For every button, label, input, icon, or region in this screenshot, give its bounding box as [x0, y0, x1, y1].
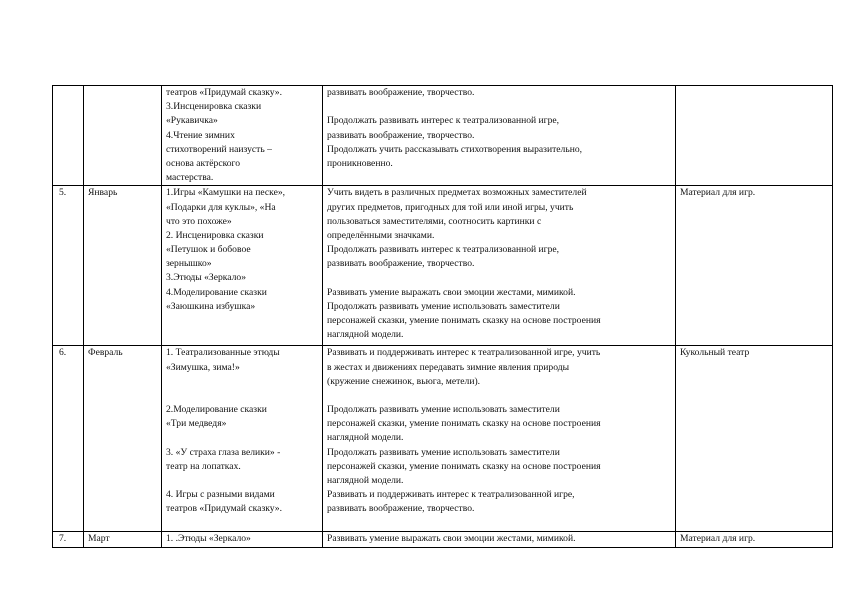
text-line: 3.Инсценировка сказки [166, 101, 262, 113]
plan-table-body [53, 86, 833, 548]
text-line: 3. «У страха глаза велики» - [166, 446, 281, 458]
text-line: «Рукавичка» [166, 115, 218, 127]
text-line: 1. Театрализованные этюды [166, 347, 280, 359]
row-number-cell: 5. [53, 186, 84, 346]
plan-table [52, 85, 833, 548]
content-cell [162, 86, 323, 186]
goals-cell [323, 346, 676, 532]
table-row [53, 532, 833, 547]
text-line: наглядной модели. [327, 432, 404, 444]
goals-cell [323, 86, 676, 186]
text-line: 4.Чтение зимних [166, 129, 235, 141]
content-cell [162, 346, 323, 532]
text-line: «Подарки для куклы», «На [166, 201, 276, 213]
text-line: развивать воображение, творчество. [327, 87, 475, 98]
text-line: персонажей сказки, умение понимать сказку на основе построения [327, 418, 601, 430]
row-number-cell: 7. [53, 532, 84, 547]
text-line: пользоваться заместителями, соотносить картинки с [327, 215, 542, 227]
month-cell: Февраль [84, 346, 162, 532]
text-line: «Петушок и бобовое [166, 244, 251, 256]
table-row [53, 86, 833, 186]
text-line: Продолжать развивать умение использовать заместители [327, 446, 560, 458]
text-line: развивать воображение, творчество. [327, 129, 475, 141]
text-line: Материал для игр. [680, 187, 756, 199]
text-line: театров «Придумай сказку». [166, 503, 282, 515]
table-row [53, 186, 833, 346]
text-line: Материал для игр. [680, 533, 756, 545]
text-line: основа актёрского [166, 157, 241, 169]
text-line: наглядной модели. [327, 475, 404, 486]
blank-line [327, 389, 671, 403]
text-line: Развивать умение выражать свои эмоции жестами, мимикой. [327, 286, 576, 298]
text-line: 1. .Этюды «Зеркало» [166, 533, 251, 545]
text-line: театров «Придумай сказку». [166, 87, 282, 98]
blank-line [166, 375, 318, 389]
blank-line [327, 100, 671, 114]
text-line: «Три медведя» [166, 418, 227, 430]
blank-line [166, 431, 318, 445]
content-cell [162, 532, 323, 547]
materials-cell [676, 86, 833, 186]
text-line: наглядной модели. [327, 329, 404, 341]
text-line: Продолжать учить рассказывать стихотворения выразительно, [327, 143, 583, 155]
text-line: зернышко» [166, 258, 212, 270]
text-line: стихотворений наизусть – [166, 143, 272, 155]
materials-cell [676, 532, 833, 547]
text-line: 4.Моделирование сказки [166, 286, 267, 298]
text-line: Учить видеть в различных предметах возможных заместителей [327, 187, 587, 199]
text-line: что это похоже» [166, 215, 232, 227]
materials-cell [676, 186, 833, 346]
text-line: 2. Инсценировка сказки [166, 229, 264, 241]
month-cell: Март [84, 532, 162, 547]
text-line: Продолжать развивать умение использовать заместители [327, 404, 560, 416]
content-cell [162, 186, 323, 346]
text-line: развивать воображение, творчество. [327, 503, 475, 515]
blank-line [327, 271, 671, 285]
goals-cell [323, 186, 676, 346]
text-line: 4. Игры с разными видами [166, 489, 275, 501]
text-line: Развивать умение выражать свои эмоции жестами, мимикой. [327, 533, 576, 545]
materials-cell [676, 346, 833, 532]
text-line: (кружение снежинок, вьюга, метели). [327, 375, 481, 387]
text-line: 3.Этюды «Зеркало» [166, 272, 247, 284]
text-line: развивать воображение, творчество. [327, 258, 475, 270]
text-line: Продолжать развивать интерес к театрализованной игре, [327, 115, 560, 127]
text-line: определёнными значками. [327, 229, 435, 241]
text-line: Развивать и поддерживать интерес к театрализованной игре, [327, 489, 575, 501]
text-line: «Заюшкина избушка» [166, 300, 256, 312]
row-number-cell: 6. [53, 346, 84, 532]
text-line: персонажей сказки, умение понимать сказку на основе построения [327, 315, 601, 326]
text-line: 2.Моделирование сказки [166, 404, 267, 416]
text-line: персонажей сказки, умение понимать сказку на основе построения [327, 460, 601, 472]
text-line: в жестах и движениях передавать зимние явления природы [327, 361, 570, 373]
text-line: театр на лопатках. [166, 460, 241, 472]
text-line: других предметов, пригодных для той или иной игры, учить [327, 201, 574, 213]
text-line: Продолжать развивать интерес к театрализованной игре, [327, 244, 560, 256]
blank-line [166, 389, 318, 403]
text-line: Развивать и поддерживать интерес к театрализованной игре, учить [327, 347, 601, 359]
goals-cell [323, 532, 676, 547]
text-line: Кукольный театр [680, 347, 750, 359]
table-row [53, 346, 833, 532]
text-line: проникновенно. [327, 157, 393, 169]
text-line: Продолжать развивать умение использовать заместители [327, 300, 560, 312]
row-number-cell [53, 86, 84, 186]
blank-line [166, 474, 318, 488]
text-line: 1.Игры «Камушки на песке», [166, 187, 286, 199]
month-cell: Январь [84, 186, 162, 346]
text-line: «Зимушка, зима!» [166, 361, 240, 373]
month-cell [84, 86, 162, 186]
text-line: мастерства. [166, 172, 214, 184]
